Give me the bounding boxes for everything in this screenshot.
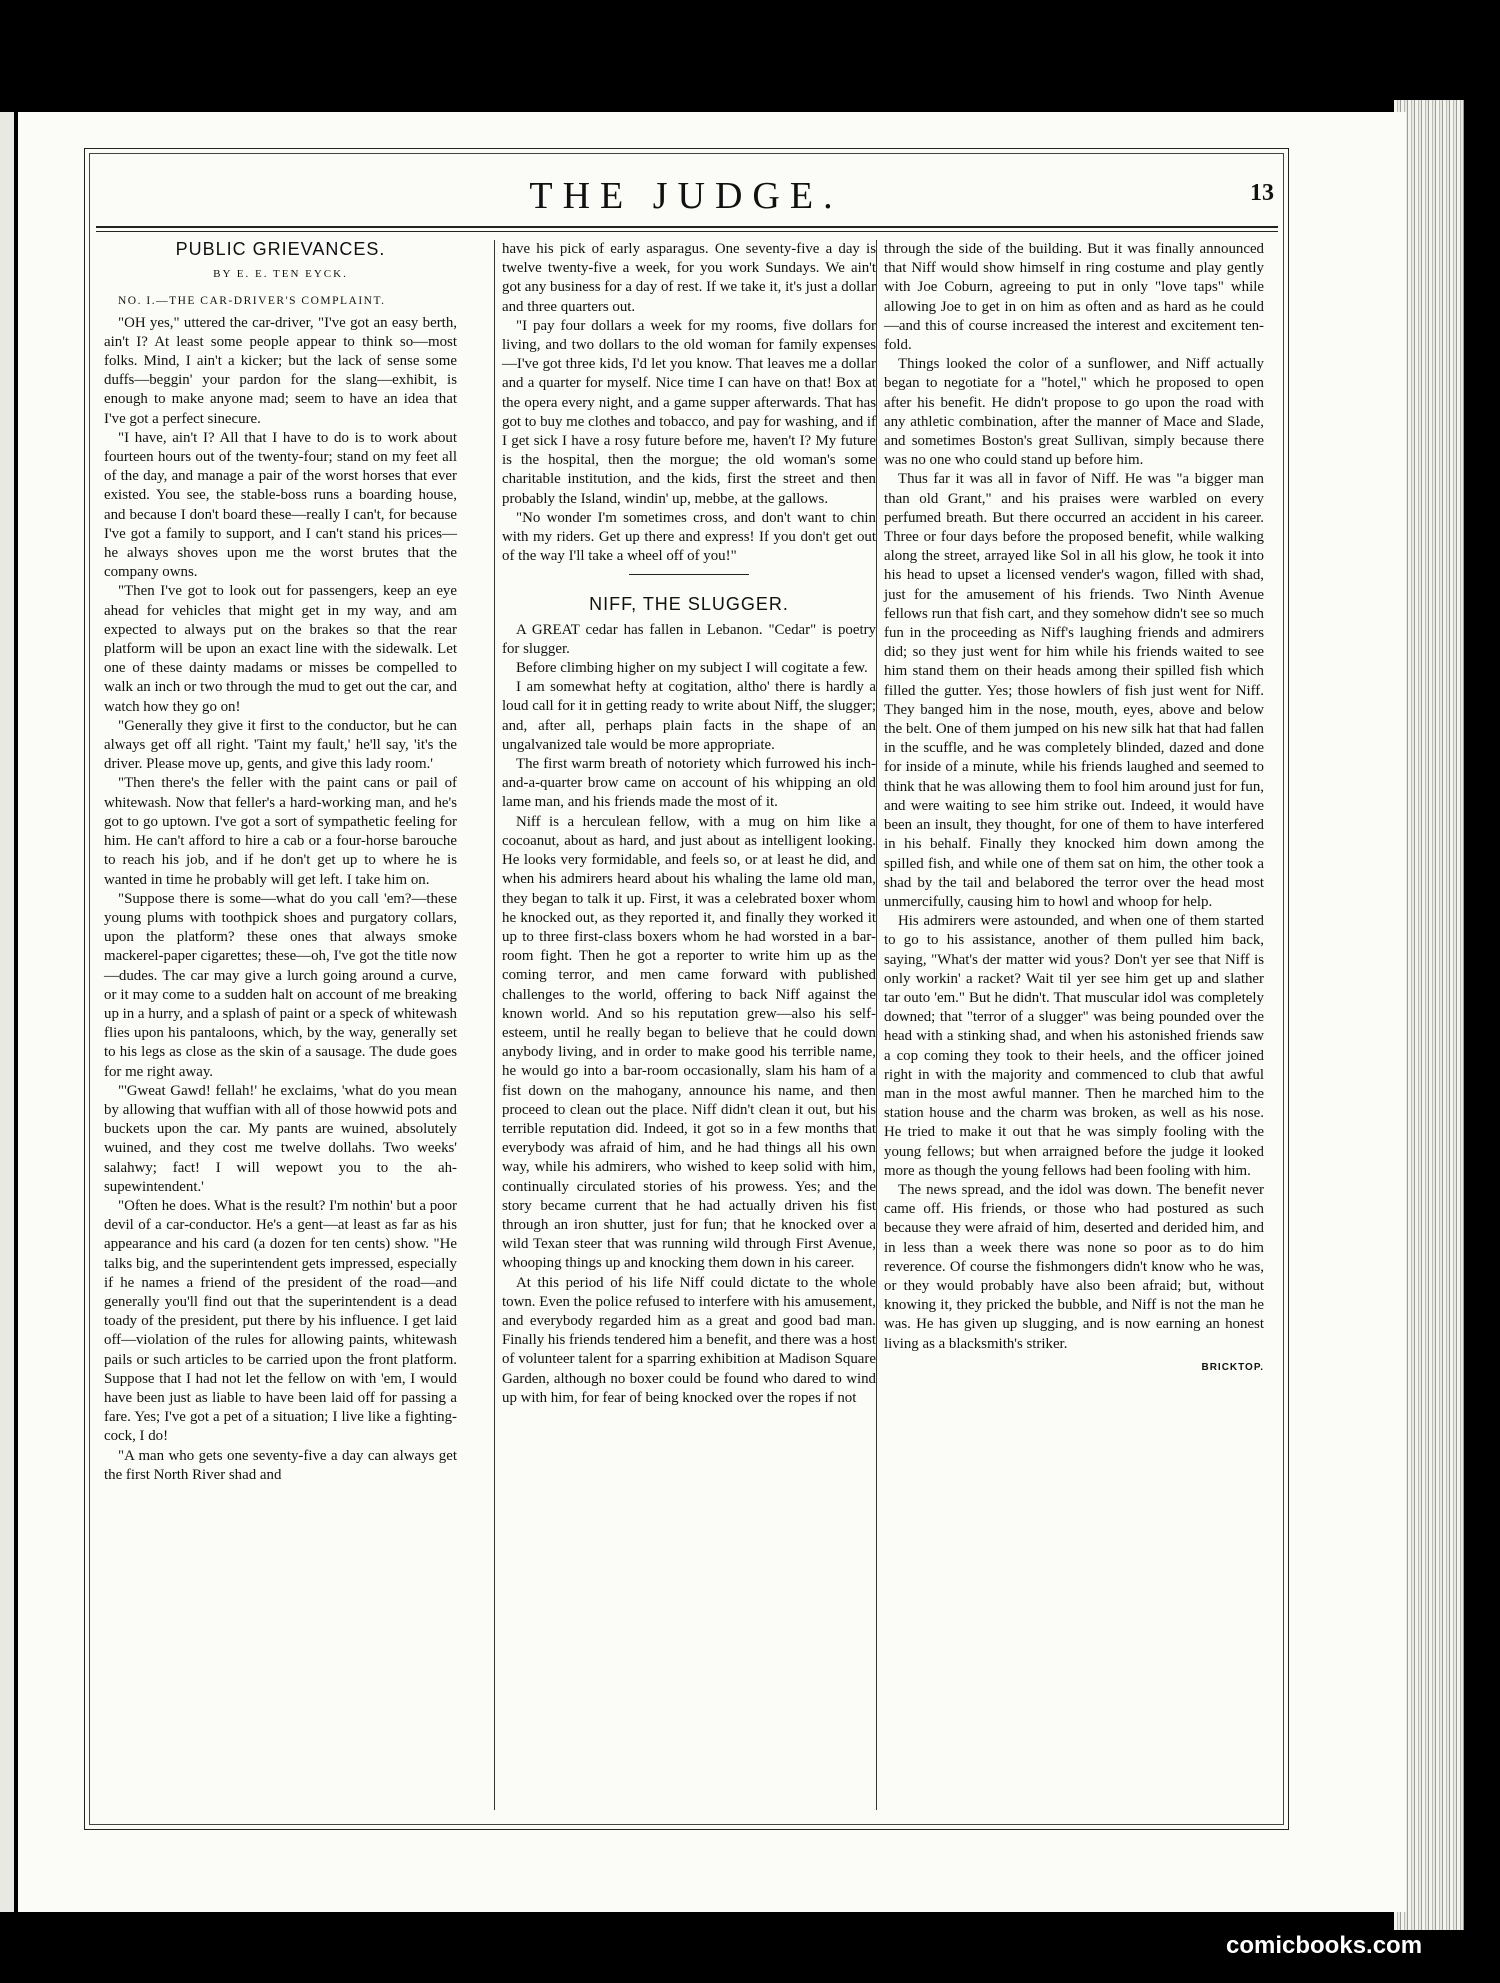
article-subheading: NO. I.—THE CAR-DRIVER'S COMPLAINT. <box>118 295 386 308</box>
article-heading: PUBLIC GRIEVANCES. <box>175 239 386 259</box>
column-divider <box>876 240 877 1810</box>
paragraph: I am somewhat hefty at cogitation, altho' there is hardly a loud call for it in getting ready to write about Niff, the slugger; and, after all, perhaps plain facts in the shape of an ungalvanized tale would be more appropriate. <box>502 679 876 753</box>
masthead-rule-thin <box>96 231 1278 232</box>
masthead-rule <box>96 226 1278 228</box>
paragraph: through the side of the building. But it was finally announced that Niff would show himself in ring costume and play gently with Joe Coburn, agreeing to put in only "love taps" while allowing Joe to get in on him as often and as hard as he could—and this of course increased the interest and excitement ten-fold. <box>884 241 1264 354</box>
paragraph: "Then there's the feller with the paint cans or pail of whitewash. Now that feller's a hard-working man, and he's got to go uptown. I've got a sort of sympathetic feeling for him. He can't afford to hire a cab or a four-horse barouche to reach his job, and if he don't get up to where he is wanted in time he probably will get left. I take him on. <box>104 775 457 888</box>
paragraph: Things looked the color of a sunflower, and Niff actually began to negotiate for a "hotel," which he proposed to open after his benefit. He didn't propose to go upon the road with any athletic combination, after the manner of Mace and Slade, and sometimes Boston's great Sullivan, simply because there was no one who could stand up before him. <box>884 356 1264 469</box>
paragraph: "I pay four dollars a week for my rooms, five dollars for living, and two dollars to the old woman for family expenses—I've got three kids, I'd let you know. That leaves me a dollar and a quarter for myself. Nice time I can have on that! Box at the opera every night, and a game supper afterwards. That has got to buy me clothes and tobacco, and pay for washing, and if I get sick I have a rosy future before me, haven't I? My future is the hospital, then the morgue; the old woman's some charitable institution, and the kids, first the street and then probably the Island, windin' up, mebbe, at the gallows. <box>502 317 876 507</box>
paragraph: "A man who gets one seventy-five a day can always get the first North River shad and <box>104 1447 457 1483</box>
paragraph: "Suppose there is some—what do you call 'em?—these young plums with toothpick shoes and purgatory collars, upon the platform? these ones that always smoke mackerel-paper cigarettes; these—oh, I've got the title now—dudes. The car may give a lurch going around a curve, or it may come to a sudden halt on account of me breaking up in a hurry, and a splash of paint or a speck of whitewash flies upon his pantaloons, which, by the way, generally set to his legs as close as the skin of a sausage. The dude goes for me right away. <box>104 890 458 1080</box>
paragraph: Before climbing higher on my subject I will cogitate a few. <box>516 660 868 677</box>
previous-page-edge <box>0 112 14 1912</box>
paragraph: "No wonder I'm sometimes cross, and don't want to chin with my riders. Get up there and express! If you don't get out of the way I'll take a wheel off of you!" <box>502 509 876 565</box>
paragraph: "I have, ain't I? All that I have to do is to work about fourteen hours out of the twenty-four; stand on my feet all of the day, and manage a pair of the worst horses that ever existed. You see, the stable-boss runs a boarding house, and because I don't board these—really I can't, for because I've got a family to support, and I can't stand his prices—he always shoves upon me the worst brutes that the company owns. <box>104 429 457 581</box>
byline: BY E. E. TEN EYCK. <box>213 268 348 281</box>
paragraph: "'Gweat Gawd! fellah!' he exclaims, 'what do you mean by allowing that wuffian with all of those howwid pots and buckets upon the car. My pants are wuined, absolutely wuined, and they cost me twelve dollahs. Two weeks' salahwy; fact! I will wepowt you to the ah-supewintendent.' <box>104 1082 457 1195</box>
column-1 <box>104 240 457 1485</box>
watermark: comicbooks.com <box>1226 1932 1423 1959</box>
paragraph: The first warm breath of notoriety which furrowed his inch-and-a-quarter brow came on account of his whipping an old lame man, and his friends made the most of it. <box>502 756 876 811</box>
paragraph: Thus far it was all in favor of Niff. He was "a bigger man than old Grant," and his praises were warbled on every perfumed breath. But there occurred an accident in his career. Three or four days before the proposed benefit, while walking along the street, arrayed like Sol in all his glow, he took it into his head to upset a licensed vender's wagon, filled with shad, just for the amusement of his friends. Two Ninth Avenue fellows run that fish cart, and they somehow didn't see so much fun in the proceeding as Niff's laughing friends and admirers did; so they just went for him while his friends waited to see him stand them on their heads among their spilled fish which filled the gutter. Yes; those howlers of fish just went for Niff. They banged him in the nose, mouth, eyes, above and below the belt. One of them jumped on his new silk hat that had fallen in the scuffle, and he was completely blinded, dazed and done for inside of a minute, while his friends laughed and seemed to think that he was allowing them to fool him around just for fun, and were waiting to see him strike out. Indeed, it would have been an insult, they thought, for one of them to have interfered in his behalf. Finally they knocked him down among the spilled fish, and while one of them sat on him, the other took a shad by the tail and belabored the terror over the head most unmercifully, causing him to howl and whoop for help. <box>884 471 1264 910</box>
masthead <box>92 174 1280 224</box>
paragraph: "Often he does. What is the result? I'm nothin' but a poor devil of a car-conductor. He's a gent—at least as far as his appearance and his card (a dozen for ten cents) show. "He talks big, and the superintendent gets impressed, especially if he names a friend of the president of the road—and generally you'll find out that the superintendent is a dead toady of the president, put there by his influence. I get laid off—violation of the rules for allowing paints, whitewash pails or such articles to be carried upon the front platform. Suppose that I had not let the fellow on with 'em, I would have been just as liable to have been laid off for passing a fare. Yes; I've got a pet of a situation; I live like a fighting-cock, I do! <box>104 1197 457 1445</box>
paragraph: "Generally they give it first to the conductor, but he can always get off all right. 'Taint my fault,' he'll say, 'it's the driver. Please move up, gents, and give this lady room.' <box>104 717 457 773</box>
publication-title: THE JUDGE. <box>529 175 843 217</box>
paragraph: The news spread, and the idol was down. The benefit never came off. His friends, or those who had postured as such because they were afraid of him, deserted and derided him, and in less than a week there was none so poor as to do him reverence. Of course the fishmongers didn't know who he was, or they would probably have also been afraid; but, without knowing it, they pricked the bubble, and Niff is not the man he was. He has given up slugging, and is now earning an honest living as a blacksmith's striker. <box>884 1181 1264 1352</box>
paragraph: At this period of his life Niff could dictate to the whole town. Even the police refused to interfere with his amusement, and everybody regarded him as a great and good bad man. Finally his friends tendered him a benefit, and there was a host of volunteer talent for a sparring exhibition at Madison Square Garden, although no boxer could be found who dared to wind up with him, for fear of being knocked over the ropes if not <box>502 1274 876 1406</box>
paragraph: Niff is a herculean fellow, with a mug on him like a cocoanut, about as hard, and just about as intelligent looking. He looks very formidable, and feels so, or at least he did, and when his admirers heard about his whaling the lame old man, they began to talk it up. First, it was a celebrated boxer whom he knocked out, as they reported it, and finally they worked it up to three first-class boxers whom he had worsted in a bar-room fight. Then he got a reporter to write him up as the coming terror, and men came forward with published challenges to the world, offering to back Niff against the known world. And so his reputation grew—also his self-esteem, until he really began to believe that he could down anybody living, and in order to make good his terrible name, he would go into a bar-room occasionally, slam his ham of a fist down on the mahogany, announce his name, and then proceed to clean out the place. Niff didn't clean it out, but his terrible reputation did. Indeed, it got so in a few months that everybody was afraid of him, and he had things all his own way, while his admirers, who wished to keep solid with him, continually circulated stories of his prowess. Yes; and the story became current that he had actually driven his fist through an iron shutter, just for fun; that he knocked over a wild Texan steer that was running wild through First Avenue, whooping things up and knocking them down in his career. <box>502 813 876 1272</box>
paragraph: A GREAT cedar has fallen in Lebanon. "Cedar" is poetry for slugger. <box>502 621 876 657</box>
section-divider <box>629 574 749 575</box>
article-heading: NIFF, THE SLUGGER. <box>589 594 789 615</box>
paragraph: have his pick of early asparagus. One seventy-five a day is twelve twenty-five a week, for you work Sundays. We ain't got any business for a day of rest. If we take it, it's just a dollar and three quarters out. <box>502 241 876 315</box>
column-3 <box>884 240 1264 1377</box>
paragraph: His admirers were astounded, and when one of them started to go to his assistance, another of them pulled him back, saying, "What's der matter wid yous? Don't yer see that Niff is only workin' a racket? Wait til yer see him get up and slather tar outo 'em." But he didn't. That muscular idol was completely downed; that "terror of a slugger" was being pounded over the head with a stinking shad, and when his astonished friends saw a cop coming they took to their heels, and the officer joined right in with the majority and commenced to club that awful man in the most awful manner. Then he marched him to the station house and the charm was broken, as well as his nose. He tried to make it out that he was simply fooling with the young fellows; but when arraigned before the judge it looked more as though the young fellows had been fooling with him. <box>884 913 1264 1179</box>
paragraph: "OH yes," uttered the car-driver, "I've got an easy berth, ain't I? At least some people appear to think so—most folks. Mind, I ain't a kicker; but the lack of sense some duffs—beggin' your pardon for the slang—exhibit, is enough to make anyone mad; seem to have an idea that I've got a perfect sinecure. <box>104 314 457 427</box>
column-2 <box>502 240 876 1408</box>
author-signature: BRICKTOP. <box>1201 1361 1264 1373</box>
paragraph: "Then I've got to look out for passengers, keep an eye ahead for vehicles that might get in my way, and am expected to always put on the brakes so that the rear platform will be upon an exact line with the sidewalk. Let one of these dainty madams or misses be compelled to walk an inch or two through the mud to get out the car, and watch how they go on! <box>104 583 457 715</box>
page-number: 13 <box>1250 180 1274 206</box>
column-divider <box>494 240 495 1810</box>
